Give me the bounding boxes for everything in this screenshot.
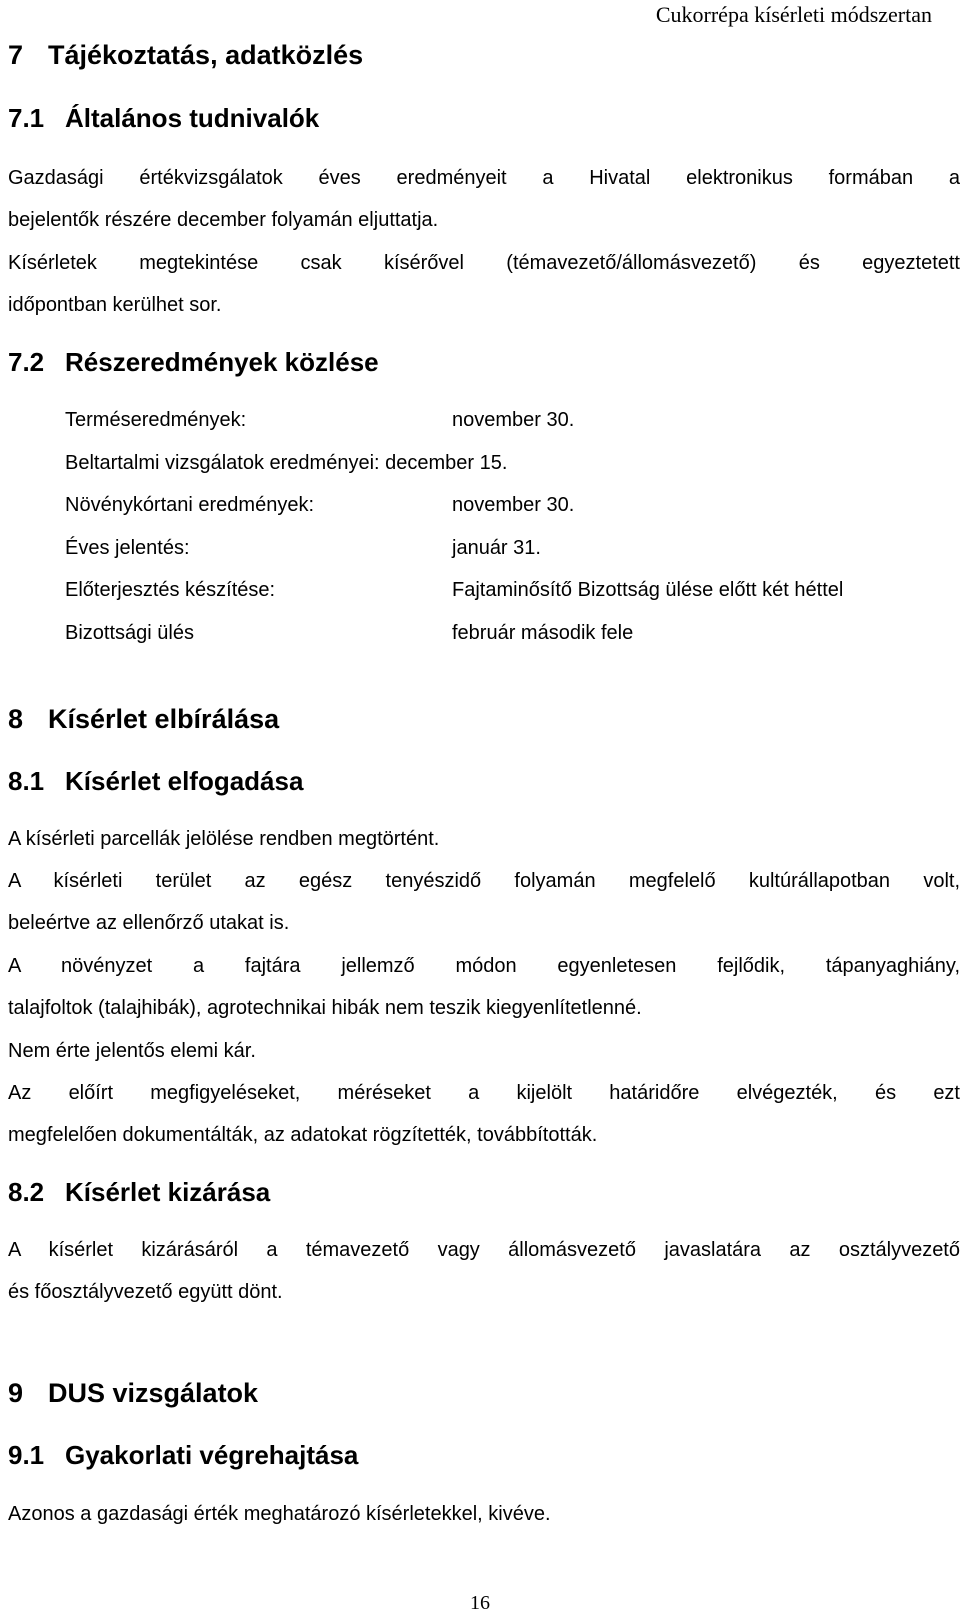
paragraph-line: megfelelően dokumentálták, az adatokat rögzítették, továbbították. (8, 1124, 598, 1146)
section-title: DUS vizsgálatok (48, 1378, 259, 1408)
schedule-value: január 31. (452, 537, 541, 559)
schedule-label: Növénykórtani eredmények: (65, 494, 315, 516)
schedule-label: Előterjesztés készítése: (65, 579, 276, 601)
section-8-1-heading (8, 766, 303, 797)
schedule-label: Terméseredmények: (65, 409, 247, 431)
section-7-heading (8, 40, 363, 71)
section-8-2-heading (8, 1177, 270, 1208)
section-9-heading (8, 1378, 258, 1409)
paragraph-line: Gazdasági értékvizsgálatok éves eredményeit a Hivatal elektronikus formában a (8, 167, 960, 189)
section-title: Kísérlet elbírálása (48, 704, 280, 734)
page-number: 16 (470, 1592, 490, 1614)
section-number: 7.2 (8, 347, 45, 377)
section-number: 7.1 (8, 103, 45, 133)
section-number: 8.1 (8, 766, 45, 796)
section-number: 8.2 (8, 1177, 45, 1207)
paragraph-line: Az előírt megfigyeléseket, méréseket a kijelölt határidőre elvégezték, és ezt (8, 1082, 960, 1104)
paragraph-line: talajfoltok (talajhibák), agrotechnikai hibák nem teszik kiegyenlítetlenné. (8, 997, 642, 1019)
paragraph-line: és főosztályvezető együtt dönt. (8, 1281, 283, 1303)
section-7-2-heading (8, 347, 379, 378)
paragraph-line: Azonos a gazdasági érték meghatározó kísérletekkel, kivéve. (8, 1503, 551, 1525)
schedule-label: Beltartalmi vizsgálatok eredményei: december 15. (65, 452, 508, 474)
section-number: 9.1 (8, 1440, 45, 1470)
schedule-value: november 30. (452, 494, 575, 516)
section-title: Részeredmények közlése (65, 347, 379, 377)
paragraph-line: A kísérleti parcellák jelölése rendben megtörtént. (8, 828, 440, 850)
schedule-label: Éves jelentés: (65, 537, 190, 559)
paragraph-line: beleértve az ellenőrző utakat is. (8, 912, 290, 934)
section-9-1-heading (8, 1440, 358, 1471)
paragraph-line: bejelentők részére december folyamán eljuttatja. (8, 209, 439, 231)
schedule-value: november 30. (452, 409, 575, 431)
paragraph-line: A kísérleti terület az egész tenyészidő folyamán megfelelő kultúrállapotban volt, (8, 870, 960, 892)
section-title: Gyakorlati végrehajtása (65, 1440, 359, 1470)
section-number: 7 (8, 40, 24, 70)
paragraph-line: A kísérlet kizárásáról a témavezető vagy állomásvezető javaslatára az osztályvezető (8, 1239, 960, 1261)
paragraph-line: Kísérletek megtekintése csak kísérővel (témavezető/állomásvezető) és egyeztetett (8, 252, 960, 274)
section-title: Tájékoztatás, adatközlés (48, 40, 364, 70)
schedule-label: Bizottsági ülés (65, 622, 194, 644)
schedule-value: Fajtaminősítő Bizottság ülése előtt két héttel (452, 579, 844, 601)
schedule-value: február második fele (452, 622, 634, 644)
section-title: Kísérlet kizárása (65, 1177, 271, 1207)
section-8-heading (8, 704, 279, 735)
paragraph-line: Nem érte jelentős elemi kár. (8, 1040, 256, 1062)
section-number: 8 (8, 704, 24, 734)
section-title: Kísérlet elfogadása (65, 766, 304, 796)
section-title: Általános tudnivalók (65, 103, 320, 133)
section-number: 9 (8, 1378, 24, 1408)
paragraph-line: A növényzet a fajtára jellemző módon egyenletesen fejlődik, tápanyaghiány, (8, 955, 960, 977)
running-header: Cukorrépa kísérleti módszertan (655, 2, 932, 27)
paragraph-line: időpontban kerülhet sor. (8, 294, 222, 316)
section-7-1-heading (8, 103, 319, 134)
